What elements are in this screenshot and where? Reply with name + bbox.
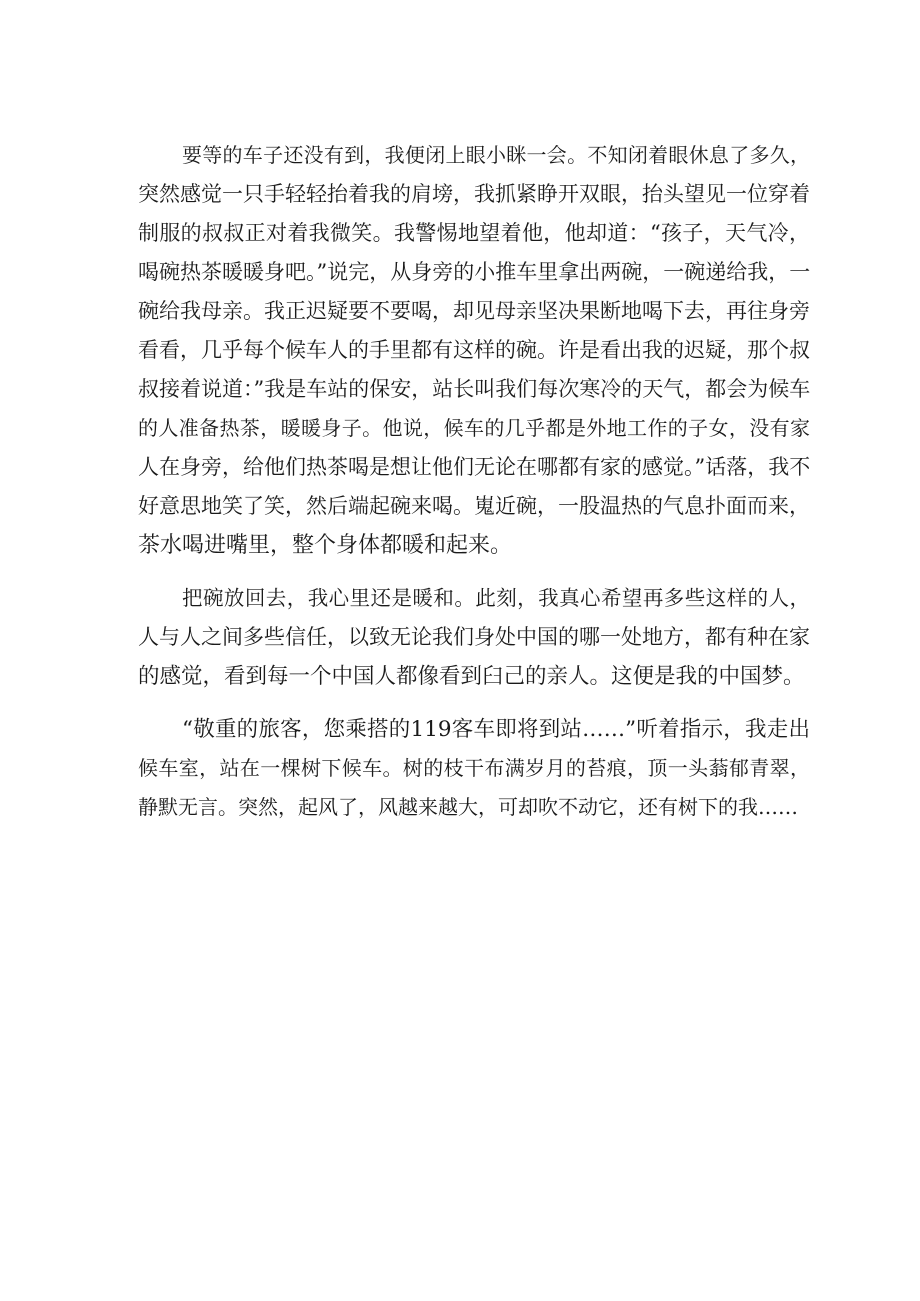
text-line: 候车室，站在一棵树下候车。树的枝干布满岁月的苔痕，顶一头蓊郁青翠， bbox=[138, 756, 810, 780]
text-line: 的人准备热茶，暖暖身子。他说，候车的几乎都是外地工作的子女，没有家 bbox=[138, 416, 810, 440]
text-line: 茶水喝进嘴里，整个身体都暖和起来。 bbox=[138, 533, 513, 558]
text-line: 叔接着说道：”我是车站的保安，站长叫我们每次寒冷的天气，都会为候车 bbox=[138, 377, 811, 401]
text-line: 人在身旁，给他们热茶喝是想让他们无论在哪都有家的感觉。”话落，我不 bbox=[138, 455, 811, 479]
text-line: 人与人之间多些信任，以致无论我们身处中国的哪一处地方，都有种在家 bbox=[138, 625, 810, 649]
text-line: 看看，几乎每个候车人的手里都有这样的碗。许是看出我的迟疑，那个叔 bbox=[138, 338, 810, 362]
text-line: 的感觉，看到每一个中国人都像看到臼己的亲人。这便是我的中国梦。 bbox=[138, 664, 805, 689]
paragraph-spacer bbox=[138, 696, 810, 710]
paragraph-3 bbox=[138, 710, 810, 827]
body-text bbox=[138, 136, 810, 827]
text-line: 喝碗热茶暖暖身吧。”说完，从身旁的小推车里拿出两碗，一碗递给我，一 bbox=[138, 260, 811, 284]
text-line: 好意思地笑了笑，然后端起碗来喝。嵬近碗，一股温热的气息扑面而来， bbox=[138, 494, 810, 518]
text-line: 制服的叔叔正对着我微笑。我警惕地望着他，他却道：“孩子，天气冷， bbox=[138, 221, 810, 245]
text-line: “敬重的旅客，您乘搭的119客车即将到站……”听着指示，我走出 bbox=[182, 717, 810, 742]
text-line: 突然感觉一只手轻轻抬着我的肩塝，我抓紧睁开双眼，抬头望见一位穿着 bbox=[138, 182, 810, 206]
text-line: 静默无言。突然，起风了，风越来越大，可却吹不动它，还有树下的我…… bbox=[138, 795, 798, 819]
paragraph-1 bbox=[138, 136, 810, 565]
text-line: 碗给我母亲。我正迟疑要不要喝，却见母亲坚决果断地喝下去，再往身旁 bbox=[138, 299, 810, 323]
text-line: 要等的车子还没有到，我便闭上眼小眯一会。不知闭着眼休息了多久， bbox=[182, 143, 810, 167]
text-line: 把碗放回去，我心里还是暖和。此刻，我真心希望再多些这样的人， bbox=[182, 586, 810, 610]
paragraph-spacer bbox=[138, 565, 810, 579]
paragraph-2 bbox=[138, 579, 810, 696]
